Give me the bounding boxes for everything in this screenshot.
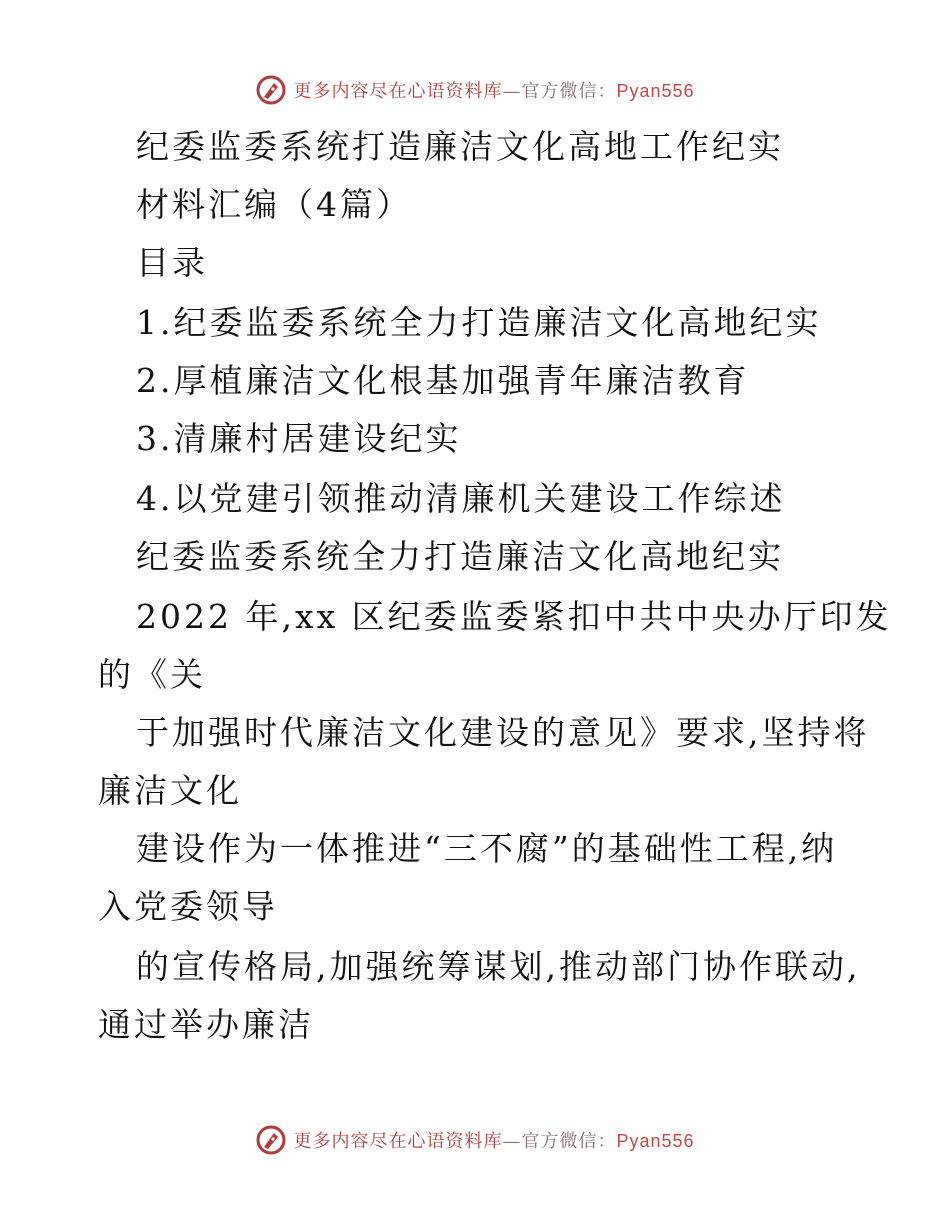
body-line-6: 入党委领导 (98, 887, 278, 926)
body-line-8: 通过举办廉洁 (98, 1005, 314, 1044)
doc-title-line2: 材料汇编（4篇） (136, 185, 412, 224)
watermark-site: 更多内容尽在心语资料库 (293, 81, 503, 102)
watermark-text (293, 1127, 694, 1153)
header-watermark (0, 70, 950, 110)
doc-title-line1: 纪委监委系统打造廉洁文化高地工作纪实 (136, 127, 784, 166)
pen-nib-circle-icon (255, 1124, 287, 1156)
watermark-text (293, 77, 694, 103)
toc-item-4: 4.以党建引领推动清廉机关建设工作综述 (136, 479, 786, 518)
watermark-account: Pyan556 (616, 1131, 695, 1151)
body-line-1: 2022 年,xx 区纪委监委紧扣中共中央办厅印发 (136, 597, 892, 636)
toc-heading: 目录 (136, 243, 208, 282)
body-line-3: 于加强时代廉洁文化建设的意见》要求,坚持将 (136, 713, 870, 752)
toc-item-3: 3.清廉村居建设纪实 (136, 419, 462, 458)
body-line-2: 的《关 (98, 655, 206, 694)
watermark-label: 官方微信： (521, 1131, 617, 1152)
body-line-5: 建设作为一体推进“三不腐”的基础性工程,纳 (136, 829, 838, 868)
body-line-7: 的宣传格局,加强统筹谋划,推动部门协作联动, (136, 947, 861, 986)
section-title: 纪委监委系统全力打造廉洁文化高地纪实 (136, 537, 784, 576)
pen-nib-circle-icon (255, 74, 287, 106)
watermark-dash: — (502, 1131, 522, 1152)
toc-item-2: 2.厚植廉洁文化根基加强青年廉洁教育 (136, 361, 750, 400)
toc-item-1: 1.纪委监委系统全力打造廉洁文化高地纪实 (136, 303, 822, 342)
body-line-4: 廉洁文化 (98, 771, 242, 810)
watermark-account: Pyan556 (616, 81, 695, 101)
footer-watermark (0, 1120, 950, 1160)
watermark-site: 更多内容尽在心语资料库 (293, 1131, 503, 1152)
watermark-dash: — (502, 81, 522, 102)
watermark-label: 官方微信： (521, 81, 617, 102)
